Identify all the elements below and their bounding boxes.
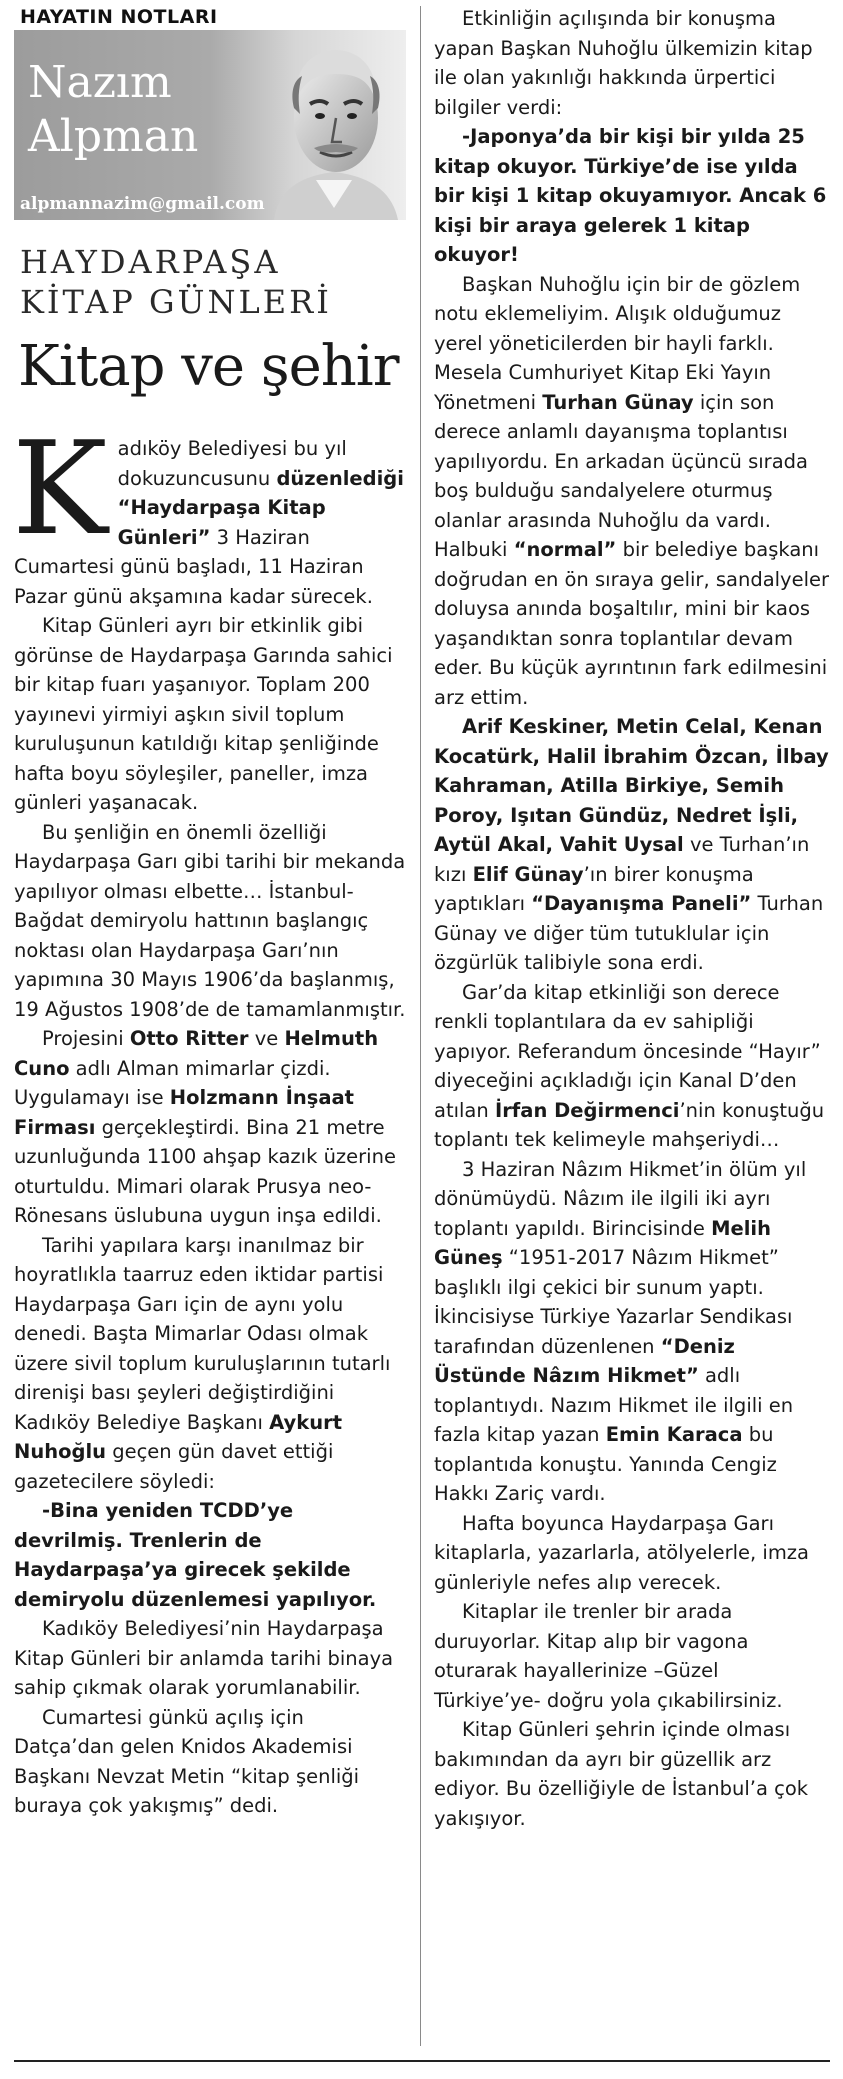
paragraph: Hafta boyunca Haydarpaşa Garı kitaplarla, yazarlarla, atölyelerle, imza günleriyle nefes alıp verecek. bbox=[434, 1511, 809, 1594]
paragraph: Cumartesi günkü açılış için Datça’dan gelen Knidos Akademisi Başkanı Nevzat Metin “kitap şenliği buraya çok yakışmış” dedi. bbox=[14, 1705, 360, 1817]
paragraph: Kitaplar ile trenler bir arada duruyorlar. Kitap alıp bir vagona oturarak hayallerinize –Güzel Türkiye’ye- doğru yola çıkabilirsiniz. bbox=[434, 1600, 783, 1712]
left-column bbox=[14, 4, 406, 1821]
author-email: alpmannazim@gmail.com bbox=[20, 194, 265, 214]
author-first-name: Nazım bbox=[28, 57, 172, 108]
paragraph: Başkan Nuhoğlu için bir de gözlem notu eklemeliyim. Alışık olduğumuz yerel yöneticilerden bir hayli farklı. Mesela Cumhuriyet Kitap Eki Yayın Yönetmeni Turhan Günay için son derece anlamlı dayanışma toplantısı yapılıyordu. En arkadan üçüncü sırada boş bulduğu sandalyelere oturmuş olanlar arasında Nuhoğlu da vardı. Halbuki “normal” bir belediye başkanı doğrudan en ön sıraya gelir, sandalyeler doluysa anında boşaltılır, mini bir kaos yaşandıktan sonra toplantılar devam eder. Bu küçük ayrıntının fark edilmesini arz ettim. bbox=[434, 272, 830, 709]
paragraph: Kadıköy Belediyesi’nin Haydarpaşa Kitap Günleri bir anlamda tarihi binaya sahip çıkmak olarak yorumlanabilir. bbox=[14, 1617, 394, 1699]
quote-paragraph: -Bina yeniden TCDD’ye devrilmiş. Trenlerin de Haydarpaşa’ya girecek şekilde demiryolu düzenlemesi yapılıyor. bbox=[14, 1499, 377, 1611]
paragraph: 3 Haziran Nâzım Hikmet’in ölüm yıl dönümüydü. Nâzım ile ilgili iki ayrı toplantı yapıldı. Birincisinde Melih Güneş “1951-2017 Nâzım Hikmet” başlıklı ilgi çekici bir sunum yaptı. İkincisiyse Türkiye Yazarlar Sendikası tarafından düzenlenen “Deniz Üstünde Nâzım Hikmet” adlı toplantıydı. Nazım Hikmet ile ilgili en fazla kitap yazan Emin Karaca bu toplantıda konuştu. Yanında Cengiz Hakkı Zariç vardı. bbox=[434, 1157, 807, 1505]
right-column bbox=[434, 4, 830, 1833]
paragraph: Kitap Günleri ayrı bir etkinlik gibi görünse de Haydarpaşa Garında sahici bir kitap fuarı yaşanıyor. Toplam 200 yayınevi yirmiyi aşkın sivil toplum kuruluşunun katıldığı kitap şenliğinde hafta boyu söyleşiler, paneller, imza günleri yaşanacak. bbox=[14, 614, 393, 814]
author-header bbox=[14, 30, 406, 220]
author-last-name: Alpman bbox=[28, 111, 199, 162]
paragraph: Bu şenliğin en önemli özelliği Haydarpaşa Garı gibi tarihi bir mekanda yapılıyor olması elbette… İstanbul-Bağdat demiryolu hattının başlangıç noktası olan Haydarpaşa Garı’nın yapımına 30 Mayıs 1906’da başlanmış, 19 Ağustos 1908’de de tamamlanmıştır. bbox=[14, 820, 406, 1021]
paragraph: Projesini Otto Ritter ve Helmuth Cuno adlı Alman mimarlar çizdi. Uygulamayı ise Holzmann İnşaat Firması gerçekleştirdi. Bina 21 metre uzunluğunda 1100 ahşap kazık üzerine oturtuldu. Mimari olarak Prusya neo-Rönesans üslubuna uygun inşa edildi. bbox=[14, 1027, 396, 1227]
author-portrait bbox=[264, 30, 404, 220]
drop-cap: K bbox=[12, 415, 108, 564]
paragraph: Kitap Günleri şehrin içinde olması bakımından da ayrı bir güzellik arz ediyor. Bu özelliğiyle de İstanbul’a çok yakışıyor. bbox=[434, 1718, 809, 1830]
article-title: Kitap ve şehir bbox=[18, 334, 399, 399]
article-kicker-line1: HAYDARPAŞA bbox=[20, 243, 281, 281]
right-column-body bbox=[434, 4, 830, 1833]
column-divider bbox=[420, 6, 421, 2046]
author-name bbox=[28, 56, 198, 164]
left-column-body bbox=[12, 415, 406, 1821]
article-kicker bbox=[14, 242, 406, 322]
paragraph: Tarihi yapılara karşı inanılmaz bir hoyratlıkla taarruz eden iktidar partisi Haydarpaşa Garı için de aynı yolu denedi. Başta Mimarlar Odası olmak üzere sivil toplum kuruluşlarının tutarlı direnişi bası şeyleri değiştirdiğini Kadıköy Belediye Başkanı Aykurt Nuhoğlu geçen gün davet ettiği gazetecilere söyledi: bbox=[14, 1233, 391, 1493]
quote-paragraph: -Japonya’da bir kişi bir yılda 25 kitap okuyor. Türkiye’de ise yılda bir kişi 1 kitap okuyamıyor. Ancak 6 kişi bir araya gelerek 1 kitap okuyor! bbox=[434, 125, 827, 266]
paragraph: Etkinliğin açılışında bir konuşma yapan Başkan Nuhoğlu ülkemizin kitap ile olan yakınlığı hakkında ürpertici bilgiler verdi: bbox=[434, 7, 813, 119]
paragraph: Kadıköy Belediyesi bu yıl dokuzuncusunu düzenlediği “Haydarpaşa Kitap Günleri” 3 Haziran Cumartesi günü başladı, 11 Haziran Pazar günü akşamına kadar sürecek. bbox=[12, 415, 404, 608]
article-kicker-line2: KİTAP GÜNLERİ bbox=[20, 283, 332, 321]
paragraph: Gar’da kitap etkinliği son derece renkli toplantılara da ev sahipliği yapıyor. Referandum öncesinde “Hayır” diyeceğini açıkladığı için Kanal D’den atılan İrfan Değirmenci’nin konuştuğu toplantı tek kelimeyle mahşeriydi… bbox=[434, 980, 825, 1151]
bottom-rule bbox=[14, 2060, 830, 2062]
paragraph: Arif Keskiner, Metin Celal, Kenan Kocatürk, Halil İbrahim Özcan, İlbay Kahraman, Atilla Birkiye, Semih Poroy, Işıtan Gündüz, Nedret İşli, Aytül Akal, Vahit Uysal ve Turhan’ın kızı Elif Günay’ın birer konuşma yaptıkları “Dayanışma Paneli” Turhan Günay ve diğer tüm tutuklular için özgürlük talibiyle sona erdi. bbox=[434, 715, 829, 974]
column-label: HAYATIN NOTLARI bbox=[20, 6, 218, 28]
